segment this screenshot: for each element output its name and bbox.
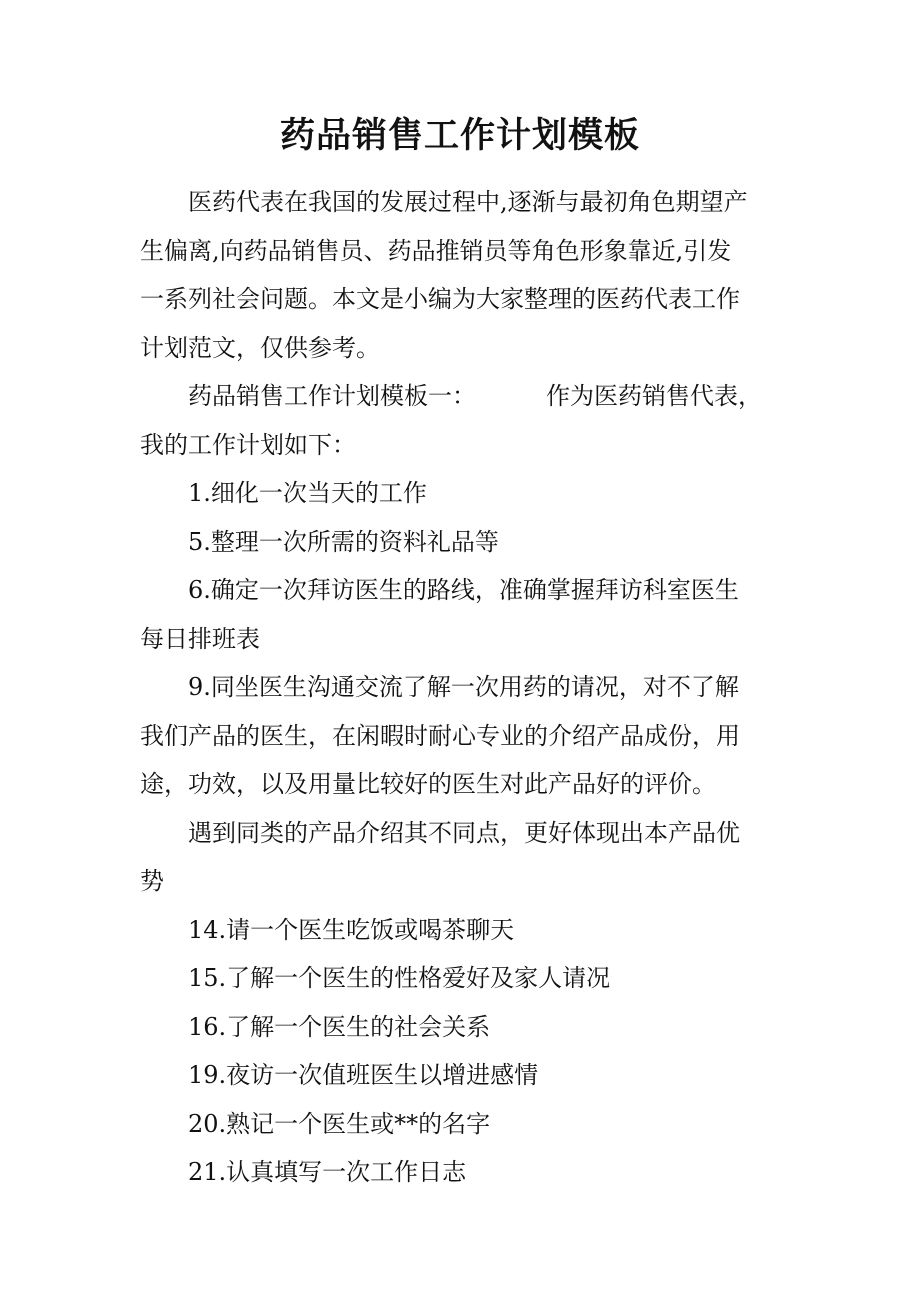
intro-line: 一系列社会问题。本文是小编为大家整理的医药代表工作 <box>140 285 740 313</box>
list-item <box>140 518 770 567</box>
template-heading-line <box>140 372 770 421</box>
list-item-text: 16.了解一个医生的社会关系 <box>188 1012 491 1041</box>
list-item-text: 途，功效，以及用量比较好的医生对此产品好的评价。 <box>140 770 716 798</box>
intro-paragraph <box>140 178 770 372</box>
list-item-text: 14.请一个医生吃饭或喝茶聊天 <box>188 915 515 944</box>
list-item <box>140 663 770 809</box>
document-body <box>140 178 770 1197</box>
paragraph-line: 遇到同类的产品介绍其不同点，更好体现出本产品优 <box>188 818 740 847</box>
list-item-text: 5.整理一次所需的资料礼品等 <box>188 527 499 556</box>
list-item-text: 我们产品的医生，在闲暇时耐心专业的介绍产品成份，用 <box>140 721 740 750</box>
intro-line: 计划范文，仅供参考。 <box>140 333 380 362</box>
list-item-text: 6.确定一次拜访医生的路线，准确掌握拜访科室医生 <box>188 576 739 604</box>
list-item <box>140 1051 770 1100</box>
intro-line: 医药代表在我国的发展过程中,逐渐与最初角色期望产 <box>188 188 748 216</box>
document-title: 药品销售工作计划模板 <box>279 116 640 156</box>
list-item-text: 19.夜访一次值班医生以增进感情 <box>188 1061 539 1089</box>
intro-line: 生偏离,向药品销售员、药品推销员等角色形象靠近,引发 <box>140 236 732 265</box>
paragraph-line: 势 <box>140 867 164 895</box>
similar-products-paragraph <box>140 809 770 906</box>
template-heading-paragraph <box>140 372 770 469</box>
list-item <box>140 1100 770 1149</box>
list-item <box>140 954 770 1003</box>
list-item <box>140 566 770 663</box>
template-heading-rest: 作为医药销售代表， <box>546 382 762 410</box>
template-heading-line: 我的工作计划如下： <box>140 430 356 459</box>
list-item-text: 21.认真填写一次工作日志 <box>188 1158 467 1186</box>
list-item-text: 9.同坐医生沟通交流了解一次用药的请况，对不了解 <box>188 673 739 701</box>
template-heading-label: 药品销售工作计划模板一： <box>188 382 476 410</box>
list-item <box>140 906 770 955</box>
list-item <box>140 469 770 518</box>
list-item-text: 20.熟记一个医生或**的名字 <box>188 1109 491 1138</box>
list-item <box>140 1148 770 1197</box>
list-item-text: 每日排班表 <box>140 624 260 653</box>
list-item-text: 15.了解一个医生的性格爱好及家人请况 <box>188 964 611 992</box>
list-item <box>140 1003 770 1052</box>
list-item-text: 1.细化一次当天的工作 <box>188 479 427 507</box>
